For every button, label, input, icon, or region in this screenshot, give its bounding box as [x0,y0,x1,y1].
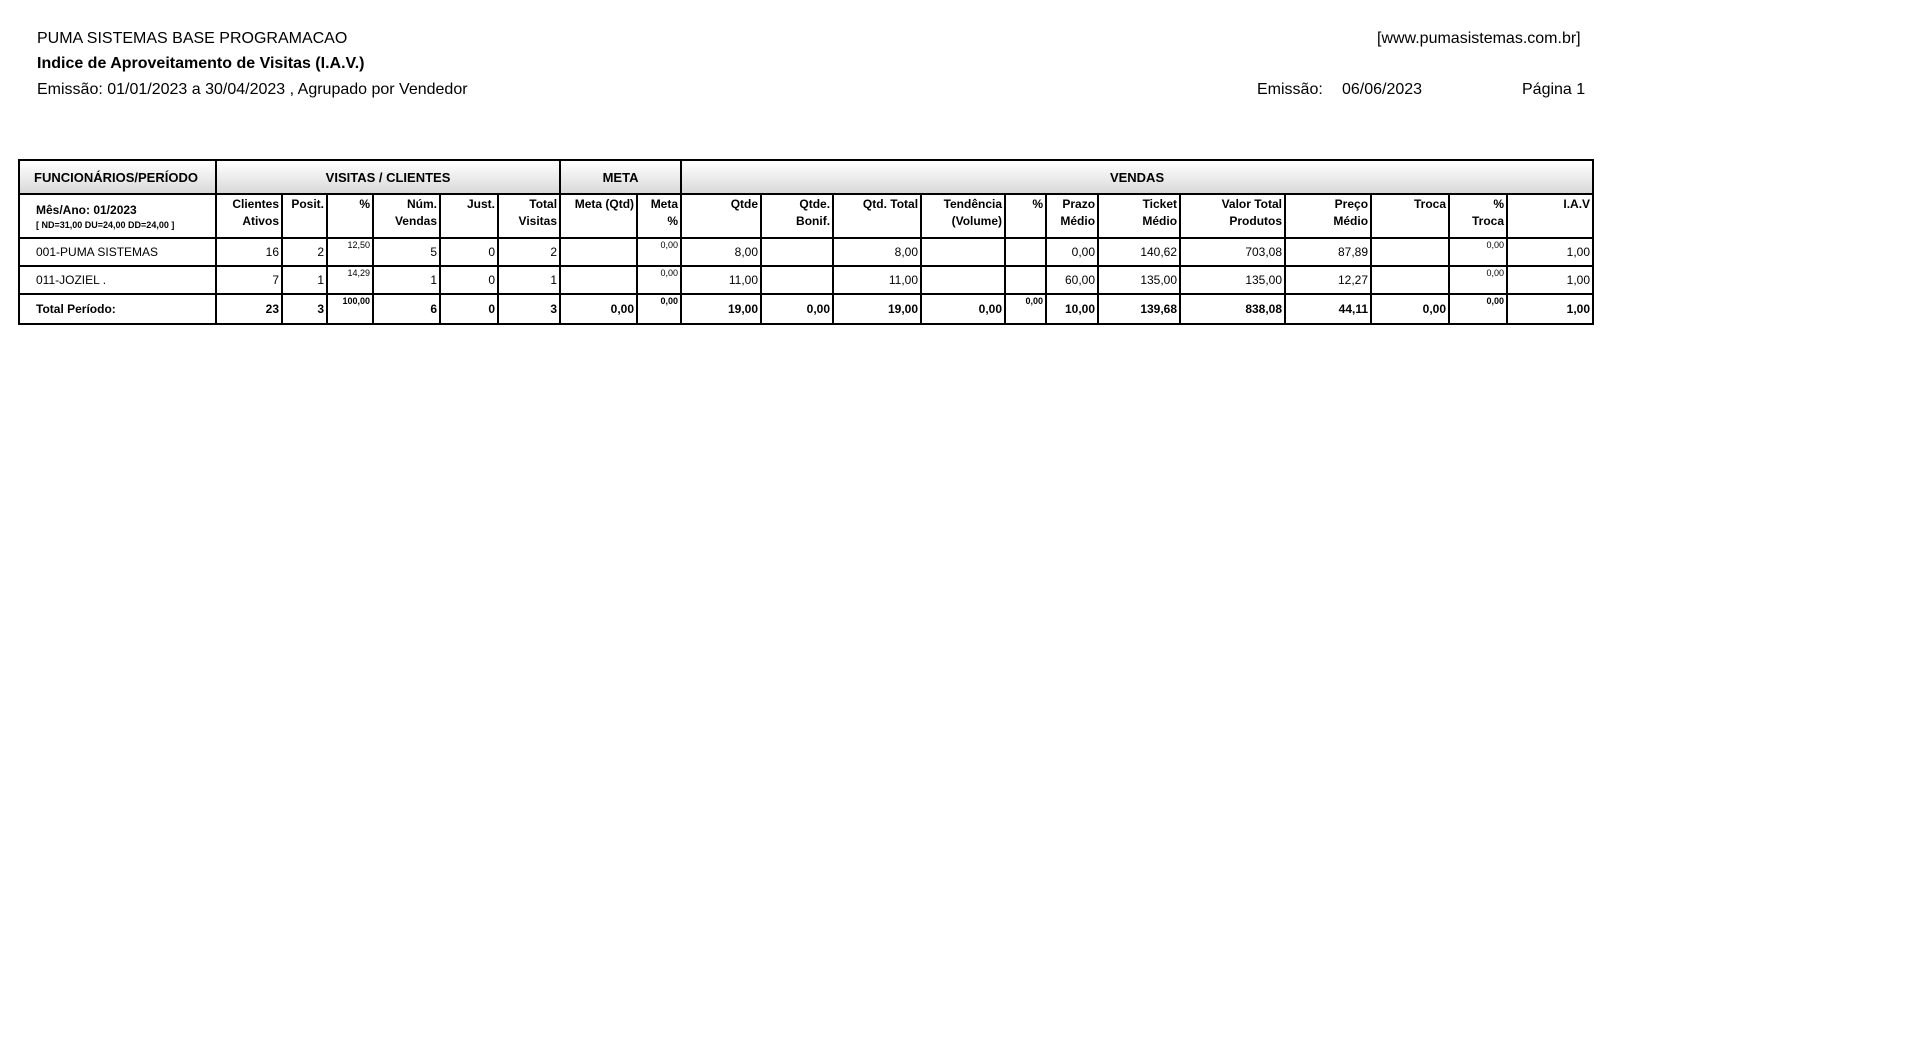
total-row [19,294,1593,324]
table-cell: 0 [440,294,498,324]
table-cell: 0,00 [761,294,833,324]
table-cell: 8,00 [681,238,761,266]
column-header-line1: % [1032,197,1044,211]
period-details: [ ND=31,00 DU=24,00 DD=24,00 ] [36,219,175,230]
column-header-line1: Ticket [1142,197,1178,211]
month-year: Mês/Ano: 01/2023 [36,202,137,217]
column-header-line2: Médio [1333,214,1369,228]
table-cell: 11,00 [681,266,761,294]
column-header [1046,194,1098,238]
column-header-line2: Visitas [518,214,558,228]
table-cell [1371,266,1449,294]
table-cell: 1,00 [1507,266,1593,294]
column-header-line1: Núm. [407,197,437,211]
website: [www.pumasistemas.com.br] [1377,30,1581,47]
column-header-line2: Bonif. [796,214,831,228]
table-cell: 0,00 [1449,266,1507,294]
column-header [1005,194,1046,238]
column-header-line2: Médio [1142,214,1178,228]
column-header-line1: Tendência [943,197,1003,211]
company-name: PUMA SISTEMAS BASE PROGRAMACAO [37,30,348,47]
month-year-cell [19,194,216,238]
column-header-line2: Produtos [1229,214,1283,228]
table-cell: 1,00 [1507,238,1593,266]
table-cell: 0 [440,266,498,294]
column-header-line2: Troca [1472,214,1505,228]
column-header [216,194,282,238]
row-name: 011-JOZIEL . [19,266,216,294]
table-cell: 3 [282,294,327,324]
table-cell: 0,00 [560,294,637,324]
table-cell: 0,00 [637,294,681,324]
column-header-line1: Just. [466,197,495,211]
table-cell [761,266,833,294]
column-header-line1: Meta (Qtd) [574,197,635,211]
table-cell: 1 [282,266,327,294]
table-cell: 1 [498,266,560,294]
table-cell: 100,00 [327,294,373,324]
column-header [681,194,761,238]
table-cell [761,238,833,266]
table-cell: 0,00 [1046,238,1098,266]
table-cell: 838,08 [1180,294,1285,324]
column-header [637,194,681,238]
column-header [498,194,560,238]
column-header-line1: Troca [1414,197,1447,211]
table-cell: 44,11 [1285,294,1371,324]
group-visitas: VISITAS / CLIENTES [216,160,560,194]
column-header-line1: Prazo [1062,197,1096,211]
table-cell: 140,62 [1098,238,1180,266]
table-cell: 0,00 [1005,294,1046,324]
column-header-line1: Meta [650,197,679,211]
table-cell [921,266,1005,294]
report-title: Indice de Aproveitamento de Visitas (I.A.V.) [37,55,365,72]
column-header [373,194,440,238]
column-header [833,194,921,238]
column-header-line1: Qtde [730,197,759,211]
column-header [560,194,637,238]
table-cell: 11,00 [833,266,921,294]
table-cell: 8,00 [833,238,921,266]
table-cell: 19,00 [681,294,761,324]
table-cell: 19,00 [833,294,921,324]
table-cell: 14,29 [327,266,373,294]
table-row [19,238,1593,266]
table-cell [560,266,637,294]
column-header [440,194,498,238]
group-funcionarios: FUNCIONÁRIOS/PERÍODO [19,160,216,194]
column-header-line1: I.A.V [1563,197,1591,211]
column-header-line2: Vendas [394,214,437,228]
column-header [327,194,373,238]
column-header-line1: Valor Total [1221,197,1283,211]
table-cell: 703,08 [1180,238,1285,266]
column-header [1507,194,1593,238]
table-cell: 1,00 [1507,294,1593,324]
table-cell: 3 [498,294,560,324]
report-table [18,159,1594,325]
column-header [1098,194,1180,238]
group-header-row [19,160,1593,194]
table-cell: 139,68 [1098,294,1180,324]
group-meta: META [560,160,681,194]
column-header-line1: Clientes [232,197,279,211]
column-header-line1: % [359,197,370,211]
table-cell [1005,238,1046,266]
table-cell: 135,00 [1098,266,1180,294]
column-header-line1: Qtd. Total [862,197,919,211]
table-cell: 0 [440,238,498,266]
table-cell: 0,00 [1371,294,1449,324]
column-header [1371,194,1449,238]
column-header-line2: % [667,214,679,228]
column-header [921,194,1005,238]
table-cell: 87,89 [1285,238,1371,266]
table-cell: 0,00 [1449,238,1507,266]
column-header [1180,194,1285,238]
total-label: Total Período: [19,294,216,324]
table-cell: 7 [216,266,282,294]
table-cell: 16 [216,238,282,266]
column-header-line2: (Volume) [951,214,1003,228]
emission-label: Emissão: [1257,81,1323,98]
column-header [1285,194,1371,238]
table-cell: 12,50 [327,238,373,266]
table-cell: 1 [373,266,440,294]
table-cell [1371,238,1449,266]
column-header [282,194,327,238]
column-header [1449,194,1507,238]
table-cell: 2 [498,238,560,266]
column-header-line1: Total [529,197,558,211]
table-cell: 12,27 [1285,266,1371,294]
table-cell [1005,266,1046,294]
table-cell: 0,00 [921,294,1005,324]
table-cell: 0,00 [637,238,681,266]
page-number: Página 1 [1522,81,1586,98]
table-cell: 6 [373,294,440,324]
emission-date: 06/06/2023 [1342,81,1423,98]
table-cell: 0,00 [1449,294,1507,324]
column-header [761,194,833,238]
table-cell [921,238,1005,266]
column-header-row [19,194,1593,238]
table-cell: 23 [216,294,282,324]
table-cell: 60,00 [1046,266,1098,294]
table-row [19,266,1593,294]
table-cell [560,238,637,266]
column-header-line2: Ativos [242,214,279,228]
table-cell: 2 [282,238,327,266]
column-header-line1: Preço [1334,197,1369,211]
column-header-line2: Médio [1060,214,1096,228]
table-cell: 135,00 [1180,266,1285,294]
table-cell: 0,00 [637,266,681,294]
row-name: 001-PUMA SISTEMAS [19,238,216,266]
column-header-line1: % [1493,197,1505,211]
group-vendas: VENDAS [681,160,1593,194]
table-cell: 10,00 [1046,294,1098,324]
column-header-line1: Posit. [291,197,324,211]
table-cell: 5 [373,238,440,266]
column-header-line1: Qtde. [799,197,831,211]
report-period: Emissão: 01/01/2023 a 30/04/2023 , Agrupado por Vendedor [37,81,468,98]
